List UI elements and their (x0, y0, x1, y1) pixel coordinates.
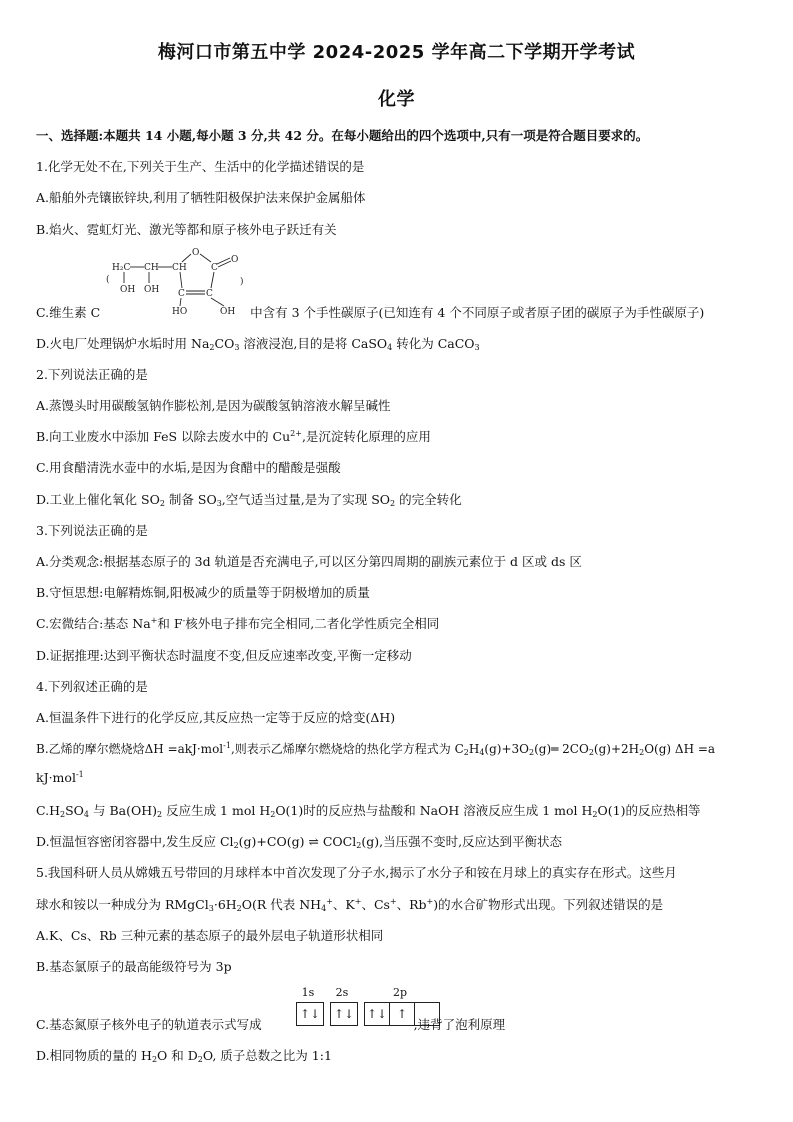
vitc-ring-o: O (192, 248, 200, 258)
q1-option-a: A.船舶外壳镶嵌锌块,利用了牺牲阳极保护法来保护金属船体 (36, 190, 366, 205)
orbital-label-1s: 1s (301, 986, 315, 999)
subject-title: 化学 (378, 89, 415, 110)
vitc-c-left: C (178, 289, 185, 299)
q5-option-c-prefix: C.基态氮原子核外电子的轨道表示式写成 (36, 1017, 262, 1032)
q3-option-d: D.证据推理:达到平衡状态时温度不变,但反应速率改变,平衡一定移动 (36, 648, 412, 663)
q3-option-a: A.分类观念:根据基态原子的 3d 轨道是否充满电子,可以区分第四周期的副族元素位于 d 区或 ds 区 (36, 554, 582, 569)
orbital-box-2s: ↑↓ (330, 1002, 358, 1026)
q1-option-c-prefix: C.维生素 C (36, 305, 101, 320)
orbital-box-1s: ↑↓ (296, 1002, 324, 1026)
vitc-ho: HO (172, 307, 188, 317)
q5-option-c (36, 1016, 505, 1034)
q4-option-c: $C.H_2SO_4$ 与 $Ba(OH)_2$ 反应生成 1 mol $H_2O(1)$时的反应热与盐酸和 NaOH 溶液反应生成 1 mol $H_2O(1)$的反应热相等 (36, 803, 701, 819)
q2-stem: 2.下列说法正确的是 (36, 367, 148, 382)
vitc-paren-right: ) (240, 277, 244, 287)
q3-stem: 3.下列说法正确的是 (36, 523, 148, 538)
q4-option-d: D.恒温恒容密闭容器中,发生反应 $Cl_2(g)+CO(g)$ ⇌ COCl$_2$(g),当压强不变时,反应达到平衡状态 (36, 834, 563, 850)
q1-option-c (36, 304, 704, 322)
q1-stem: 1.化学无处不在,下列关于生产、生活中的化学描述错误的是 (36, 159, 365, 174)
q3-option-b: B.守恒思想:电解精炼铜,阳极减少的质量等于阴极增加的质量 (36, 585, 370, 600)
exam-title: 梅河口市第五中学 2024-2025 学年高二下学期开学考试 (157, 42, 636, 63)
q4-stem: 4.下列叙述正确的是 (36, 679, 148, 694)
vitc-oh-2: OH (144, 285, 160, 295)
q2-option-b: B.向工业废水中添加 FeS 以除去废水中的 $Cu^{2+}$,是沉淀转化原理的应用 (36, 429, 431, 444)
orbital-label-2s: 2s (335, 986, 349, 999)
vitc-c-right: C (206, 289, 213, 299)
q1-option-c-suffix: 中含有 3 个手性碳原子(已知连有 4 个不同原子或者原子团的碳原子为手性碳原子) (250, 305, 705, 320)
q2-option-c: C.用食醋清洗水壶中的水垢,是因为食醋中的醋酸是强酸 (36, 460, 341, 475)
q5-option-c-suffix: ,违背了泡利原理 (413, 1017, 506, 1032)
q5-stem-line1: 5.我国科研人员从嫦娥五号带回的月球样本中首次发现了分子水,揭示了水分子和铵在月球上的真实存在形式。这些月 (36, 865, 677, 880)
q1-option-b: B.焰火、霓虹灯光、激光等都和原子核外电子跃迁有关 (36, 222, 337, 237)
q4-option-b-cont: kJ·mol$^{-1}$ (36, 770, 84, 785)
q5-stem-line2: 球水和铵以一种成分为 $RMgCl_3\cdot 6H_2O(R$ 代表 $NH_4^+$、K+、Cs+、Rb+)的水合矿物形式出现。下列叙述错误的是 (36, 897, 664, 913)
vitc-carbonyl-o: O (231, 255, 239, 265)
vitc-ch: CH (144, 263, 159, 273)
q2-option-a: A.蒸馒头时用碳酸氢钠作膨松剂,是因为碳酸氢钠溶液水解呈碱性 (36, 398, 391, 413)
vitc-paren-left: ( (106, 275, 110, 285)
orbital-box-2p: ↑↓ ↑ (364, 1002, 440, 1026)
orbital-label-2p: 2p (392, 986, 408, 999)
vitc-oh-3: OH (220, 307, 236, 317)
q5-option-d: D.相同物质的量的 $H_2O$ 和 $D_2O$, 质子总数之比为 1:1 (36, 1048, 332, 1064)
q3-option-c: C.宏微结合:基态 Na+和 F-核外电子排布完全相同,二者化学性质完全相同 (36, 616, 440, 631)
q4-option-a: A.恒温条件下进行的化学反应,其反应热一定等于反应的焓变(ΔH) (36, 710, 396, 725)
q4-option-b: B.乙烯的摩尔燃烧焓ΔH =akJ·mol$^{-1}$,则表示乙烯摩尔燃烧焓的热化学方程式为 $C_2H_4(g)+3O_2(g)═$ $2CO_2(g)+2H_2O(g)$ ΔH =a (36, 741, 716, 757)
q5-option-b: B.基态氯原子的最高能级符号为 3p (36, 959, 232, 974)
q1-option-d: D.火电厂处理锅炉水垢时用 $Na_2CO_3$ 溶液浸泡,目的是将 CaSO$_4$ 转化为 CaCO$_3$ (36, 336, 480, 352)
vitc-h2c: H₂C (112, 263, 131, 273)
vitc-oh-1: OH (120, 285, 136, 295)
vitc-ch-ring: CH (172, 263, 187, 273)
q2-option-d: D.工业上催化氧化 $SO_2$ 制备 $SO_3$,空气适当过量,是为了实现 $SO_2$ 的完全转化 (36, 492, 462, 508)
q5-option-a: A.K、Cs、Rb 三种元素的基态原子的最外层电子轨道形状相同 (36, 928, 384, 943)
section-heading: 一、选择题:本题共 14 小题,每小题 3 分,共 42 分。在每小题给出的四个选项中,只有一项是符合题目要求的。 (36, 128, 649, 143)
vitc-carbonyl-c: C (211, 263, 218, 273)
